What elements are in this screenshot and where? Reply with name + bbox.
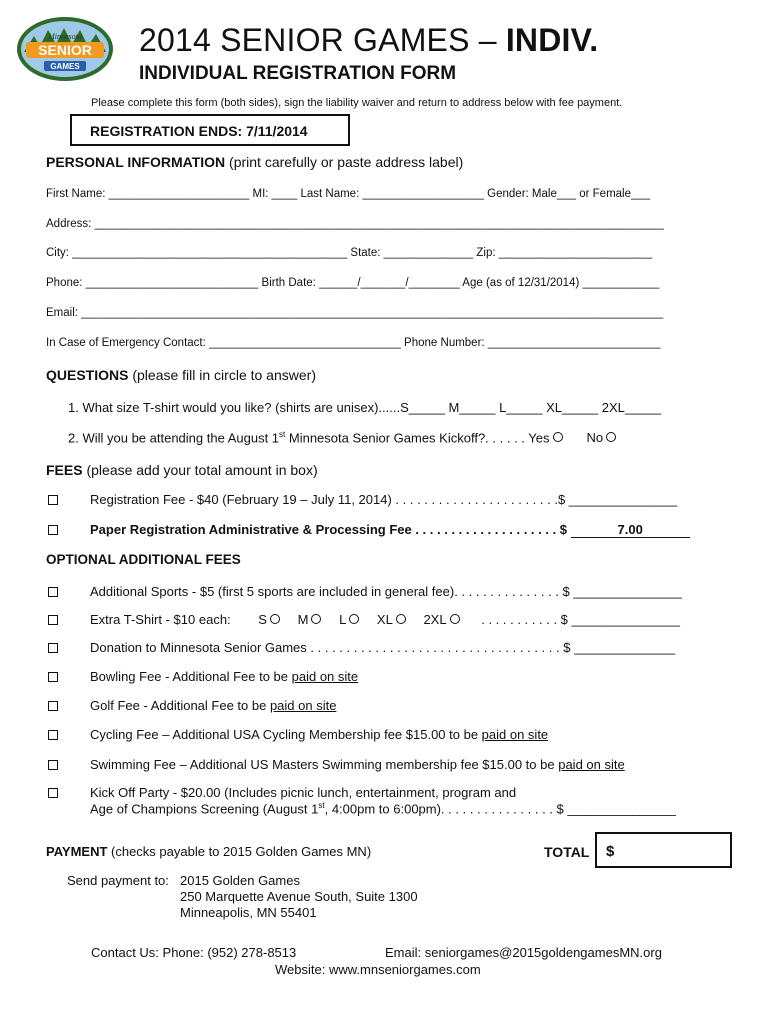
bowling-fee-line: Bowling Fee - Additional Fee to be paid on site	[90, 669, 359, 684]
phone-birthdate-line[interactable]: Phone: ___________________________ Birth Date: ______/_______/________ Age (as of 12/31/2014) ____________	[46, 277, 660, 289]
contact-email[interactable]: Email: seniorgames@2015goldengamesMN.org	[385, 945, 662, 960]
no-radio[interactable]	[606, 432, 616, 442]
golf-fee-line: Golf Fee - Additional Fee to be paid on site	[90, 698, 337, 713]
send-payment-label: Send payment to:	[67, 873, 169, 888]
total-label: TOTAL	[544, 844, 590, 860]
swimming-fee-line: Swimming Fee – Additional US Masters Swimming membership fee $15.00 to be paid on site	[90, 757, 625, 772]
contact-website[interactable]: Website: www.mnseniorgames.com	[275, 962, 481, 977]
mailing-address-line-1: 2015 Golden Games	[180, 873, 300, 888]
cycling-fee-checkbox[interactable]	[48, 730, 58, 740]
name-gender-line[interactable]: First Name: ______________________ MI: ____ Last Name: ___________________ Gender: Male___ or Female___	[46, 188, 651, 200]
instructions-text: Please complete this form (both sides), sign the liability waiver and return to address below with fee payment.	[91, 97, 623, 109]
page-title: 2014 SENIOR GAMES – INDIV.	[139, 22, 599, 58]
extra-tshirt-checkbox[interactable]	[48, 615, 58, 625]
bowling-fee-checkbox[interactable]	[48, 672, 58, 682]
size-s-radio[interactable]	[270, 614, 280, 624]
payment-heading: PAYMENT (checks payable to 2015 Golden Games MN)	[46, 844, 372, 859]
donation-checkbox[interactable]	[48, 643, 58, 653]
registration-ends-text: REGISTRATION ENDS: 7/11/2014	[90, 123, 308, 139]
questions-heading: QUESTIONS (please fill in circle to answer)	[46, 367, 316, 383]
registration-fee-checkbox[interactable]	[48, 495, 58, 505]
paper-fee-line: Paper Registration Administrative & Processing Fee . . . . . . . . . . . . . . . . . . . . $ 7.00	[90, 522, 690, 538]
paper-fee-amount: 7.00	[571, 522, 690, 538]
size-2xl-radio[interactable]	[450, 614, 460, 624]
emergency-contact-line[interactable]: In Case of Emergency Contact: ______________________________ Phone Number: ___________________________	[46, 337, 661, 349]
golf-fee-checkbox[interactable]	[48, 701, 58, 711]
svg-text:Minnesota: Minnesota	[48, 32, 82, 41]
additional-sports-line: Additional Sports - $5 (first 5 sports are included in general fee). . . . . . . . . . . . . . . $ _______________	[90, 584, 682, 599]
personal-info-heading: PERSONAL INFORMATION (print carefully or paste address label)	[46, 154, 464, 170]
swimming-fee-checkbox[interactable]	[48, 760, 58, 770]
extra-tshirt-line: Extra T-Shirt - $10 each: S M L XL 2XL . . . . . . . . . . . $ _______________	[90, 612, 680, 627]
kickoff-party-checkbox[interactable]	[48, 788, 58, 798]
contact-phone: Contact Us: Phone: (952) 278-8513	[91, 945, 297, 960]
mailing-address-line-2: 250 Marquette Avenue South, Suite 1300	[180, 889, 418, 904]
kickoff-party-line-1: Kick Off Party - $20.00 (Includes picnic lunch, entertainment, program and	[90, 785, 517, 800]
size-m-radio[interactable]	[311, 614, 321, 624]
email-line[interactable]: Email: ___________________________________________________________________________________________	[46, 307, 664, 319]
size-l-radio[interactable]	[349, 614, 359, 624]
paper-fee-checkbox[interactable]	[48, 525, 58, 535]
size-xl-radio[interactable]	[396, 614, 406, 624]
donation-line: Donation to Minnesota Senior Games . . . . . . . . . . . . . . . . . . . . . . . . . . . . . . . . . . . $ ______________	[90, 640, 676, 655]
cycling-fee-line: Cycling Fee – Additional USA Cycling Membership fee $15.00 to be paid on site	[90, 727, 549, 742]
kickoff-party-line-2: Age of Champions Screening (August 1st, 4:00pm to 6:00pm). . . . . . . . . . . . . . . . $ _______________	[90, 801, 676, 817]
city-state-zip-line[interactable]: City: ___________________________________________ State: ______________ Zip: ________________________	[46, 247, 653, 259]
svg-text:SENIOR: SENIOR	[38, 42, 92, 58]
total-amount-box[interactable]	[595, 832, 732, 868]
question-kickoff-attendance: 2. Will you be attending the August 1st Minnesota Senior Games Kickoff?. . . . . . Yes No	[68, 430, 616, 445]
mailing-address-line-3: Minneapolis, MN 55401	[180, 905, 317, 920]
senior-games-logo	[16, 16, 114, 82]
question-tshirt-size[interactable]: 1. What size T-shirt would you like? (shirts are unisex)......S_____ M_____ L_____ XL_____ 2XL_____	[68, 400, 662, 415]
additional-sports-checkbox[interactable]	[48, 587, 58, 597]
page-subtitle: INDIVIDUAL REGISTRATION FORM	[139, 63, 457, 84]
optional-fees-heading: OPTIONAL ADDITIONAL FEES	[46, 552, 241, 567]
registration-fee-line: Registration Fee - $40 (February 19 – July 11, 2014) . . . . . . . . . . . . . . . . . . . . . . .$ _______________	[90, 492, 678, 507]
address-line[interactable]: Address: _________________________________________________________________________________________	[46, 218, 664, 230]
svg-text:GAMES: GAMES	[50, 62, 80, 71]
yes-radio[interactable]	[553, 432, 563, 442]
total-currency-symbol: $	[606, 843, 615, 860]
fees-heading: FEES (please add your total amount in box)	[46, 462, 318, 478]
